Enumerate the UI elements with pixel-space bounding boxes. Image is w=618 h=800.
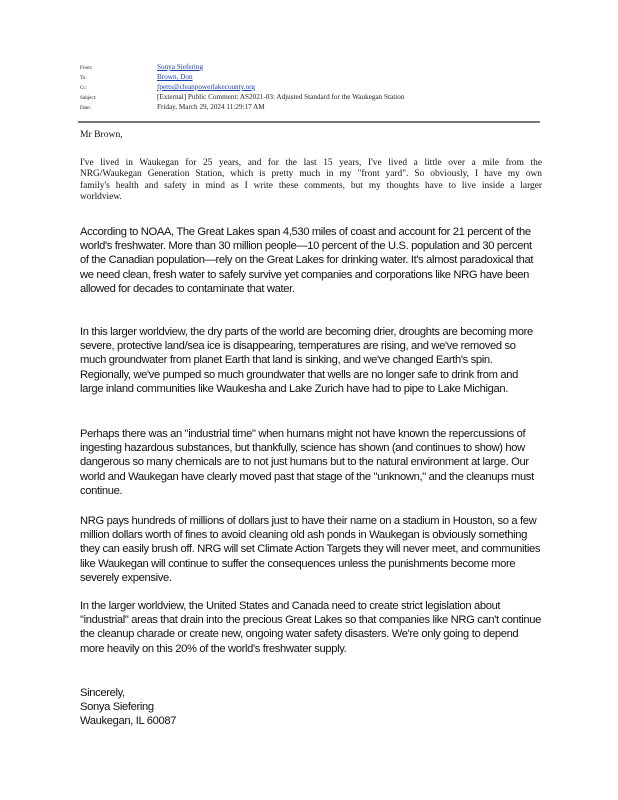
cc-label: Cc: — [80, 86, 87, 91]
body-paragraph-2: In this larger worldview, the dry parts of the world are becoming drier, droughts are becoming more severe, protective land/sea ice is disappearing, temperatures are rising, and we've removed so much groundwater from planet Earth that land is sinking, and we've changed Earth's spin. Regionally, we've pumped so much groundwater that wells are no longer safe to drink from and large inland communities like Waukesha and Lake Zurich have had to pipe to Lake Michigan. — [80, 326, 533, 395]
date-value: Friday, March 29, 2024 11:29:17 AM — [157, 103, 265, 111]
body-paragraph-4: NRG pays hundreds of millions of dollars just to have their name on a stadium in Houston, so a few million dollars worth of fines to avoid cleaning old ash ponds in Waukegan is obviously something they can easily brush off. NRG will set Climate Action Targets they will never meet, and communities like Waukegan will continue to suffer the consequences unless the punishments become more severely expensive. — [80, 515, 541, 584]
from-row — [80, 62, 540, 72]
cc-row — [80, 82, 540, 92]
to-row — [80, 72, 540, 82]
body-paragraph-5: In the larger worldview, the United States and Canada need to create strict legislation about "industrial" areas that drain into the precious Great Lakes so that companies like NRG can't continue the cleanup charade or create new, ongoing water safety disasters. We're only going to depend more heavily on this 20% of the world's freshwater supply. — [80, 600, 542, 655]
email-header — [80, 62, 540, 112]
cc-link[interactable]: fpetts@cleanpowerlakecounty.org — [157, 83, 256, 91]
signer-name: Sonya Siefering — [80, 701, 154, 714]
salutation: Mr Brown, — [80, 129, 123, 140]
intro-paragraph: I've lived in Waukegan for 25 years, and for the last 15 years, I've lived a little over a mile from the NRG/Waukegan Generation Station, which is pretty much in my "front yard". So obviously, I have my own family's health and safety in mind as I write these comments, but my thoughts have to live inside a larger worldview. — [80, 158, 542, 202]
signature-block — [80, 686, 176, 729]
subject-value: [External] Public Comment: AS2021-03: Adjusted Standard for the Waukegan Station — [157, 93, 405, 101]
closing-line: Sincerely, — [80, 687, 125, 699]
body-paragraph-1: According to NOAA, The Great Lakes span 4,530 miles of coast and account for 21 percent of the world's freshwater. More than 30 million people—10 percent of the U.S. population and 30 percent of the Canadian population—rely on the Great Lakes for drinking water. It's almost paradoxical that we need clean, fresh water to safely survive yet companies and corporations like NRG have been allowed for decades to contaminate that water. — [80, 226, 534, 295]
date-row — [80, 102, 540, 112]
subject-label: Subject: — [80, 96, 97, 101]
subject-row — [80, 92, 540, 102]
signer-address: Waukegan, IL 60087 — [80, 715, 177, 728]
to-label: To: — [80, 76, 87, 81]
header-divider — [78, 121, 540, 123]
from-link[interactable]: Sonya Siefering — [157, 63, 204, 71]
from-label: From: — [80, 66, 93, 71]
to-link[interactable]: Brown, Don — [157, 73, 193, 81]
body-paragraph-3: Perhaps there was an "industrial time" when humans might not have known the repercussions of ingesting hazardous substances, but thankfully, science has shown (and continues to show) how dangerous so many chemicals are to not just humans but to the natural environment at large. Our world and Waukegan have clearly moved past that stage of the "unknown," and the cleanups must continue. — [80, 428, 534, 497]
date-label: Date: — [80, 106, 91, 111]
